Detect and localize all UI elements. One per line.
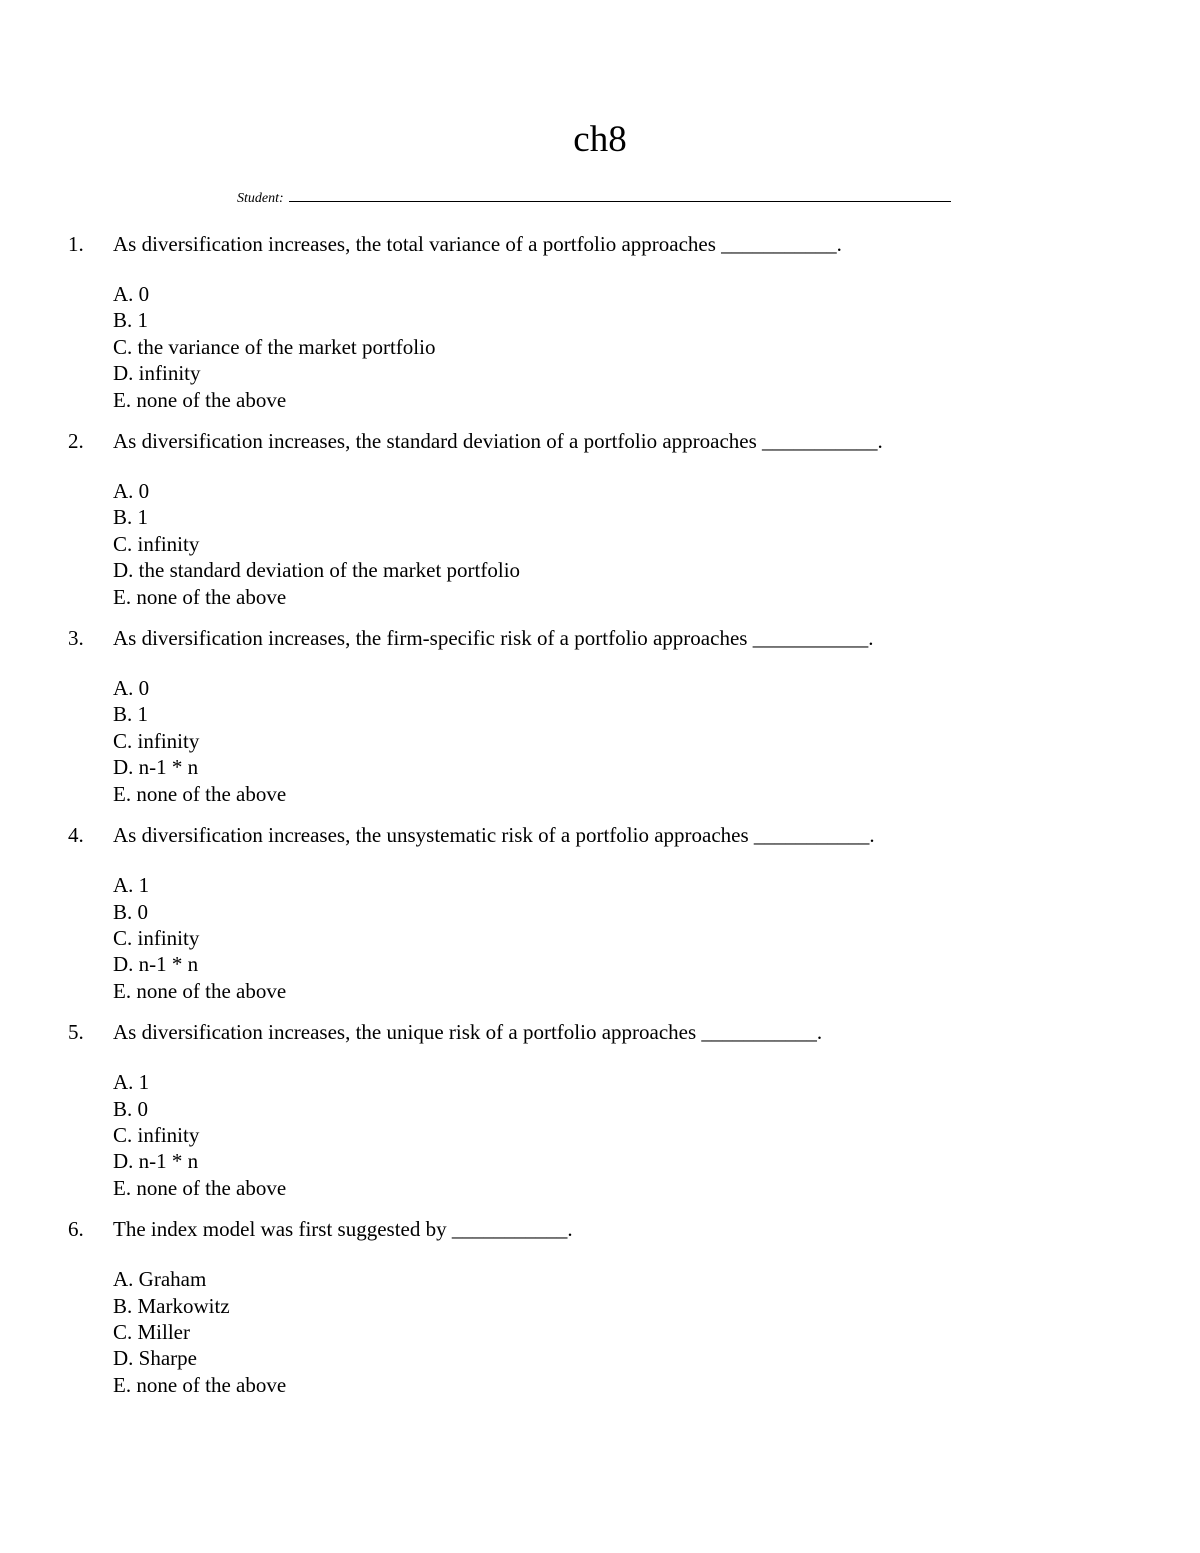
question-list — [68, 229, 1128, 1411]
answer-option: C. Miller — [113, 1319, 190, 1344]
answer-options — [113, 478, 1128, 610]
question-row — [68, 820, 1128, 850]
answer-options — [113, 1266, 1128, 1398]
answer-option: D. n-1 * n — [113, 755, 199, 780]
student-name-blank — [289, 189, 951, 202]
question-text: As diversification increases, the total variance of a portfolio approaches ___________. — [113, 232, 842, 256]
answer-option: B. Markowitz — [113, 1293, 230, 1318]
page-title: ch8 — [573, 119, 627, 160]
question-number: 4. — [68, 823, 84, 848]
answer-option: E. none of the above — [113, 584, 287, 609]
question-item — [68, 1017, 1128, 1201]
answer-option: A. 1 — [113, 873, 150, 898]
question-text: As diversification increases, the standard deviation of a portfolio approaches ___________. — [113, 429, 883, 454]
answer-option: A. 0 — [113, 282, 150, 306]
answer-option: D. n-1 * n — [113, 952, 199, 977]
question-item — [68, 1214, 1128, 1398]
question-text: As diversification increases, the firm-specific risk of a portfolio approaches ___________. — [113, 626, 874, 651]
answer-option: B. 1 — [113, 702, 149, 727]
answer-options — [113, 281, 1128, 413]
question-item — [68, 426, 1128, 610]
question-row — [68, 1017, 1128, 1047]
question-number: 5. — [68, 1020, 84, 1045]
answer-options — [113, 675, 1128, 807]
answer-option: D. Sharpe — [113, 1346, 197, 1371]
answer-option: E. none of the above — [113, 781, 287, 806]
answer-option: E. none of the above — [113, 387, 287, 412]
student-name-line — [237, 188, 951, 210]
answer-option: B. 0 — [113, 1096, 149, 1121]
question-number: 6. — [68, 1217, 84, 1242]
answer-option: C. infinity — [113, 1122, 200, 1147]
question-number: 1. — [68, 232, 84, 256]
answer-option: A. 0 — [113, 479, 150, 504]
question-row — [68, 426, 1128, 456]
answer-option: C. infinity — [113, 531, 200, 556]
answer-options — [113, 872, 1128, 1004]
answer-option: D. the standard deviation of the market portfolio — [113, 558, 521, 583]
answer-options — [113, 1069, 1128, 1201]
question-item — [68, 820, 1128, 1004]
answer-option: D. infinity — [113, 361, 201, 386]
question-text: As diversification increases, the unsystematic risk of a portfolio approaches ___________. — [113, 823, 875, 848]
question-row — [68, 623, 1128, 653]
answer-option: A. 1 — [113, 1070, 150, 1095]
answer-option: E. none of the above — [113, 978, 287, 1003]
answer-option: B. 0 — [113, 899, 149, 924]
answer-option: E. none of the above — [113, 1372, 287, 1397]
answer-option: C. infinity — [113, 925, 200, 950]
question-text: As diversification increases, the unique risk of a portfolio approaches ___________. — [113, 1020, 823, 1045]
question-row — [68, 229, 1128, 259]
answer-option: A. 0 — [113, 676, 150, 701]
question-number: 2. — [68, 429, 84, 454]
question-item — [68, 623, 1128, 807]
answer-option: D. n-1 * n — [113, 1149, 199, 1174]
answer-option: E. none of the above — [113, 1175, 287, 1200]
answer-option: A. Graham — [113, 1267, 207, 1292]
student-label: Student: — [237, 191, 284, 206]
question-number: 3. — [68, 626, 84, 651]
answer-option: C. the variance of the market portfolio — [113, 334, 436, 359]
question-row — [68, 1214, 1128, 1244]
question-item — [68, 229, 1128, 413]
question-text: The index model was first suggested by ___________. — [113, 1217, 573, 1242]
answer-option: C. infinity — [113, 728, 200, 753]
answer-option: B. 1 — [113, 505, 149, 530]
answer-option: B. 1 — [113, 308, 149, 333]
